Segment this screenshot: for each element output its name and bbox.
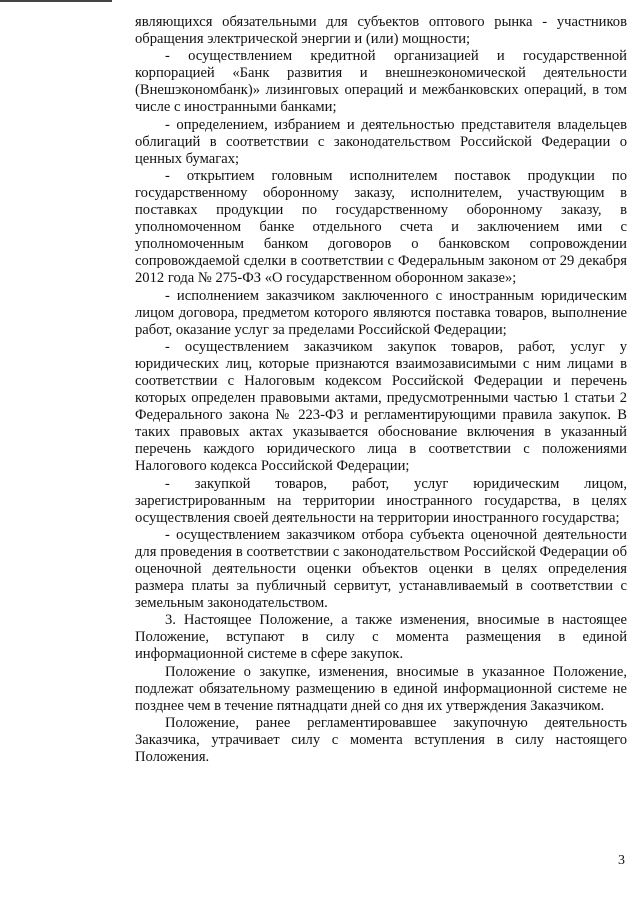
paragraph-valuation-selection: - осуществлением заказчиком отбора субъекта оценочной деятельности для проведения в соответствии с законодательством Российской Федерации об оценочной деятельности оценки объектов оценки в целях определения размера платы за публичный сервитут, устанавливаемый в соответствии с земельным законодательством. [135, 526, 627, 612]
document-body [135, 14, 627, 766]
paragraph-previous-regulation: Положение, ранее регламентировавшее закупочную деятельность Заказчика, утрачивает силу с момента вступления в силу настоящего Положения. [135, 714, 627, 766]
paragraph-veb-leasing: - осуществлением кредитной организацией и государственной корпорацией «Банк развития и внешнеэкономической деятельности (Внешэкономбанк)» лизинговых операций и межбанковских операций, в том числе с иностранными банками; [135, 48, 627, 116]
paragraph-bondholder-representative: - определением, избранием и деятельностью представителя владельцев облигаций в соответствии с законодательством Российской Федерации о ценных бумагах; [135, 116, 627, 167]
paragraph-continuation: являющихся обязательными для субъектов оптового рынка - участников обращения электрической энергии и (или) мощности; [135, 14, 627, 48]
top-edge-rule [0, 0, 112, 2]
page-number: 3 [618, 853, 625, 868]
paragraph-related-parties: - осуществлением заказчиком закупок товаров, работ, услуг у юридических лиц, которые признаются взаимозависимыми с ним лицами в соответствии с Налоговым кодексом Российской Федерации и перечень которых определен правовыми актами, предусмотренными частью 1 статьи 2 Федерального закона № 223-ФЗ и регламентирующими правила закупок. В таких правовых актах указывается обоснование включения в указанный перечень каждого юридического лица в соответствии с положениями Налогового кодекса Российской Федерации; [135, 338, 627, 475]
paragraph-publication: Положение о закупке, изменения, вносимые в указанное Положение, подлежат обязательному размещению в единой информационной системе не позднее чем в течение пятнадцати дней со дня их утверждения Заказчиком. [135, 663, 627, 714]
paragraph-section-3: 3. Настоящее Положение, а также изменения, вносимые в настоящее Положение, вступают в силу с момента размещения в единой информационной системе в сфере закупок. [135, 612, 627, 663]
paragraph-defense-order: - открытием головным исполнителем поставок продукции по государственному оборонному заказу, исполнителем, участвующим в поставках продукции по государственному оборонному заказу, в уполномоченном банке отдельного счета и заключением ими с уполномоченным банком договоров о банковском сопровождении сопровождаемой сделки в соответствии с Федеральным законом от 29 декабря 2012 года № 275-ФЗ «О государственном оборонном заказе»; [135, 167, 627, 287]
paragraph-foreign-entity-purchase: - закупкой товаров, работ, услуг юридическим лицом, зарегистрированным на территории иностранного государства, в целях осуществления своей деятельности на территории иностранного государства; [135, 475, 627, 526]
paragraph-foreign-contract: - исполнением заказчиком заключенного с иностранным юридическим лицом договора, предметом которого являются поставка товаров, выполнение работ, оказание услуг за пределами Российской Федерации; [135, 287, 627, 338]
